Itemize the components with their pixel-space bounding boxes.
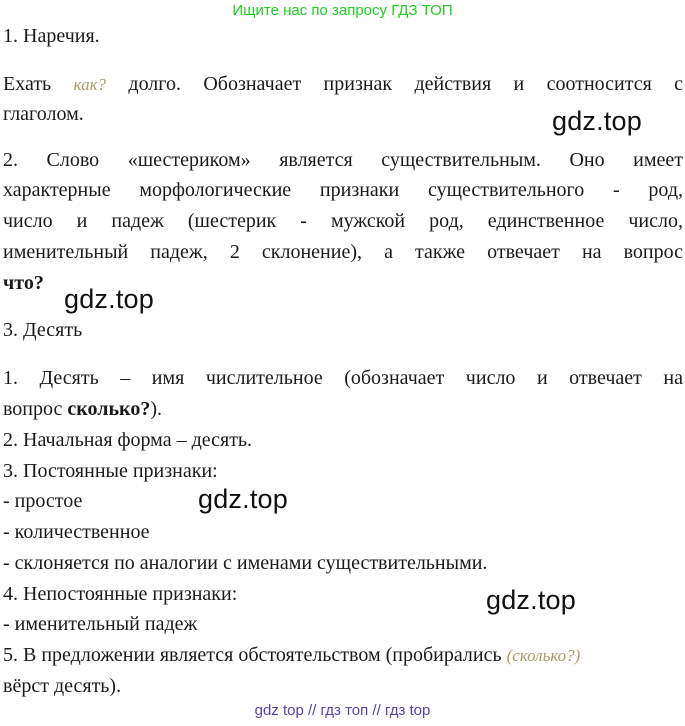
list-item: - именительный падеж xyxy=(3,613,198,635)
text-line: 1. Десять – имя числительное (обозначает число и отвечает на xyxy=(3,367,683,389)
bottom-banner: gdz top // гдз топ // гдз top xyxy=(254,702,431,719)
bold-question: сколько? xyxy=(67,398,151,420)
list-item: - склоняется по аналогии с именами существительными. xyxy=(3,552,488,574)
text-line: 2. Начальная форма – десять. xyxy=(3,429,253,451)
text-line xyxy=(3,271,44,295)
question-hint: как? xyxy=(73,75,107,94)
list-item: - простое xyxy=(3,490,83,512)
text-fragment: 5. В предложении является обстоятельством (пробирались xyxy=(3,644,502,666)
watermark: gdz.top xyxy=(198,484,288,514)
watermark: gdz.top xyxy=(552,106,642,136)
text-line xyxy=(3,397,162,421)
text-line: 4. Непостоянные признаки: xyxy=(3,583,238,605)
section-1-heading: 1. Наречия. xyxy=(3,25,100,47)
text-line: 3. Постоянные признаки: xyxy=(3,460,218,482)
text-line: вёрст десять). xyxy=(3,675,122,697)
section-3-heading: 3. Десять xyxy=(3,319,83,341)
text-line: глаголом. xyxy=(3,103,84,125)
bold-question: что? xyxy=(3,272,44,294)
question-hint: (сколько?) xyxy=(506,646,581,665)
watermark: gdz.top xyxy=(486,585,576,615)
text-fragment: Ехать xyxy=(3,73,52,95)
list-item: - количественное xyxy=(3,521,150,543)
text-fragment: ). xyxy=(150,398,162,420)
text-fragment: долго. Обозначает признак действия и соотносится с xyxy=(128,73,684,95)
text-line: именительный падеж, 2 склонение), а также отвечает на вопрос xyxy=(3,241,683,263)
top-banner: Ищите нас по запросу ГДЗ ТОП xyxy=(232,2,453,19)
text-line: 2. Слово «шестериком» является существительным. Оно имеет xyxy=(3,149,683,171)
text-fragment: вопрос xyxy=(3,398,63,420)
text-line xyxy=(3,643,580,668)
text-line xyxy=(3,72,683,97)
text-line: число и падеж (шестерик - мужской род, единственное число, xyxy=(3,210,683,232)
text-line: характерные морфологические признаки существительного - род, xyxy=(3,179,683,201)
watermark: gdz.top xyxy=(64,284,154,314)
